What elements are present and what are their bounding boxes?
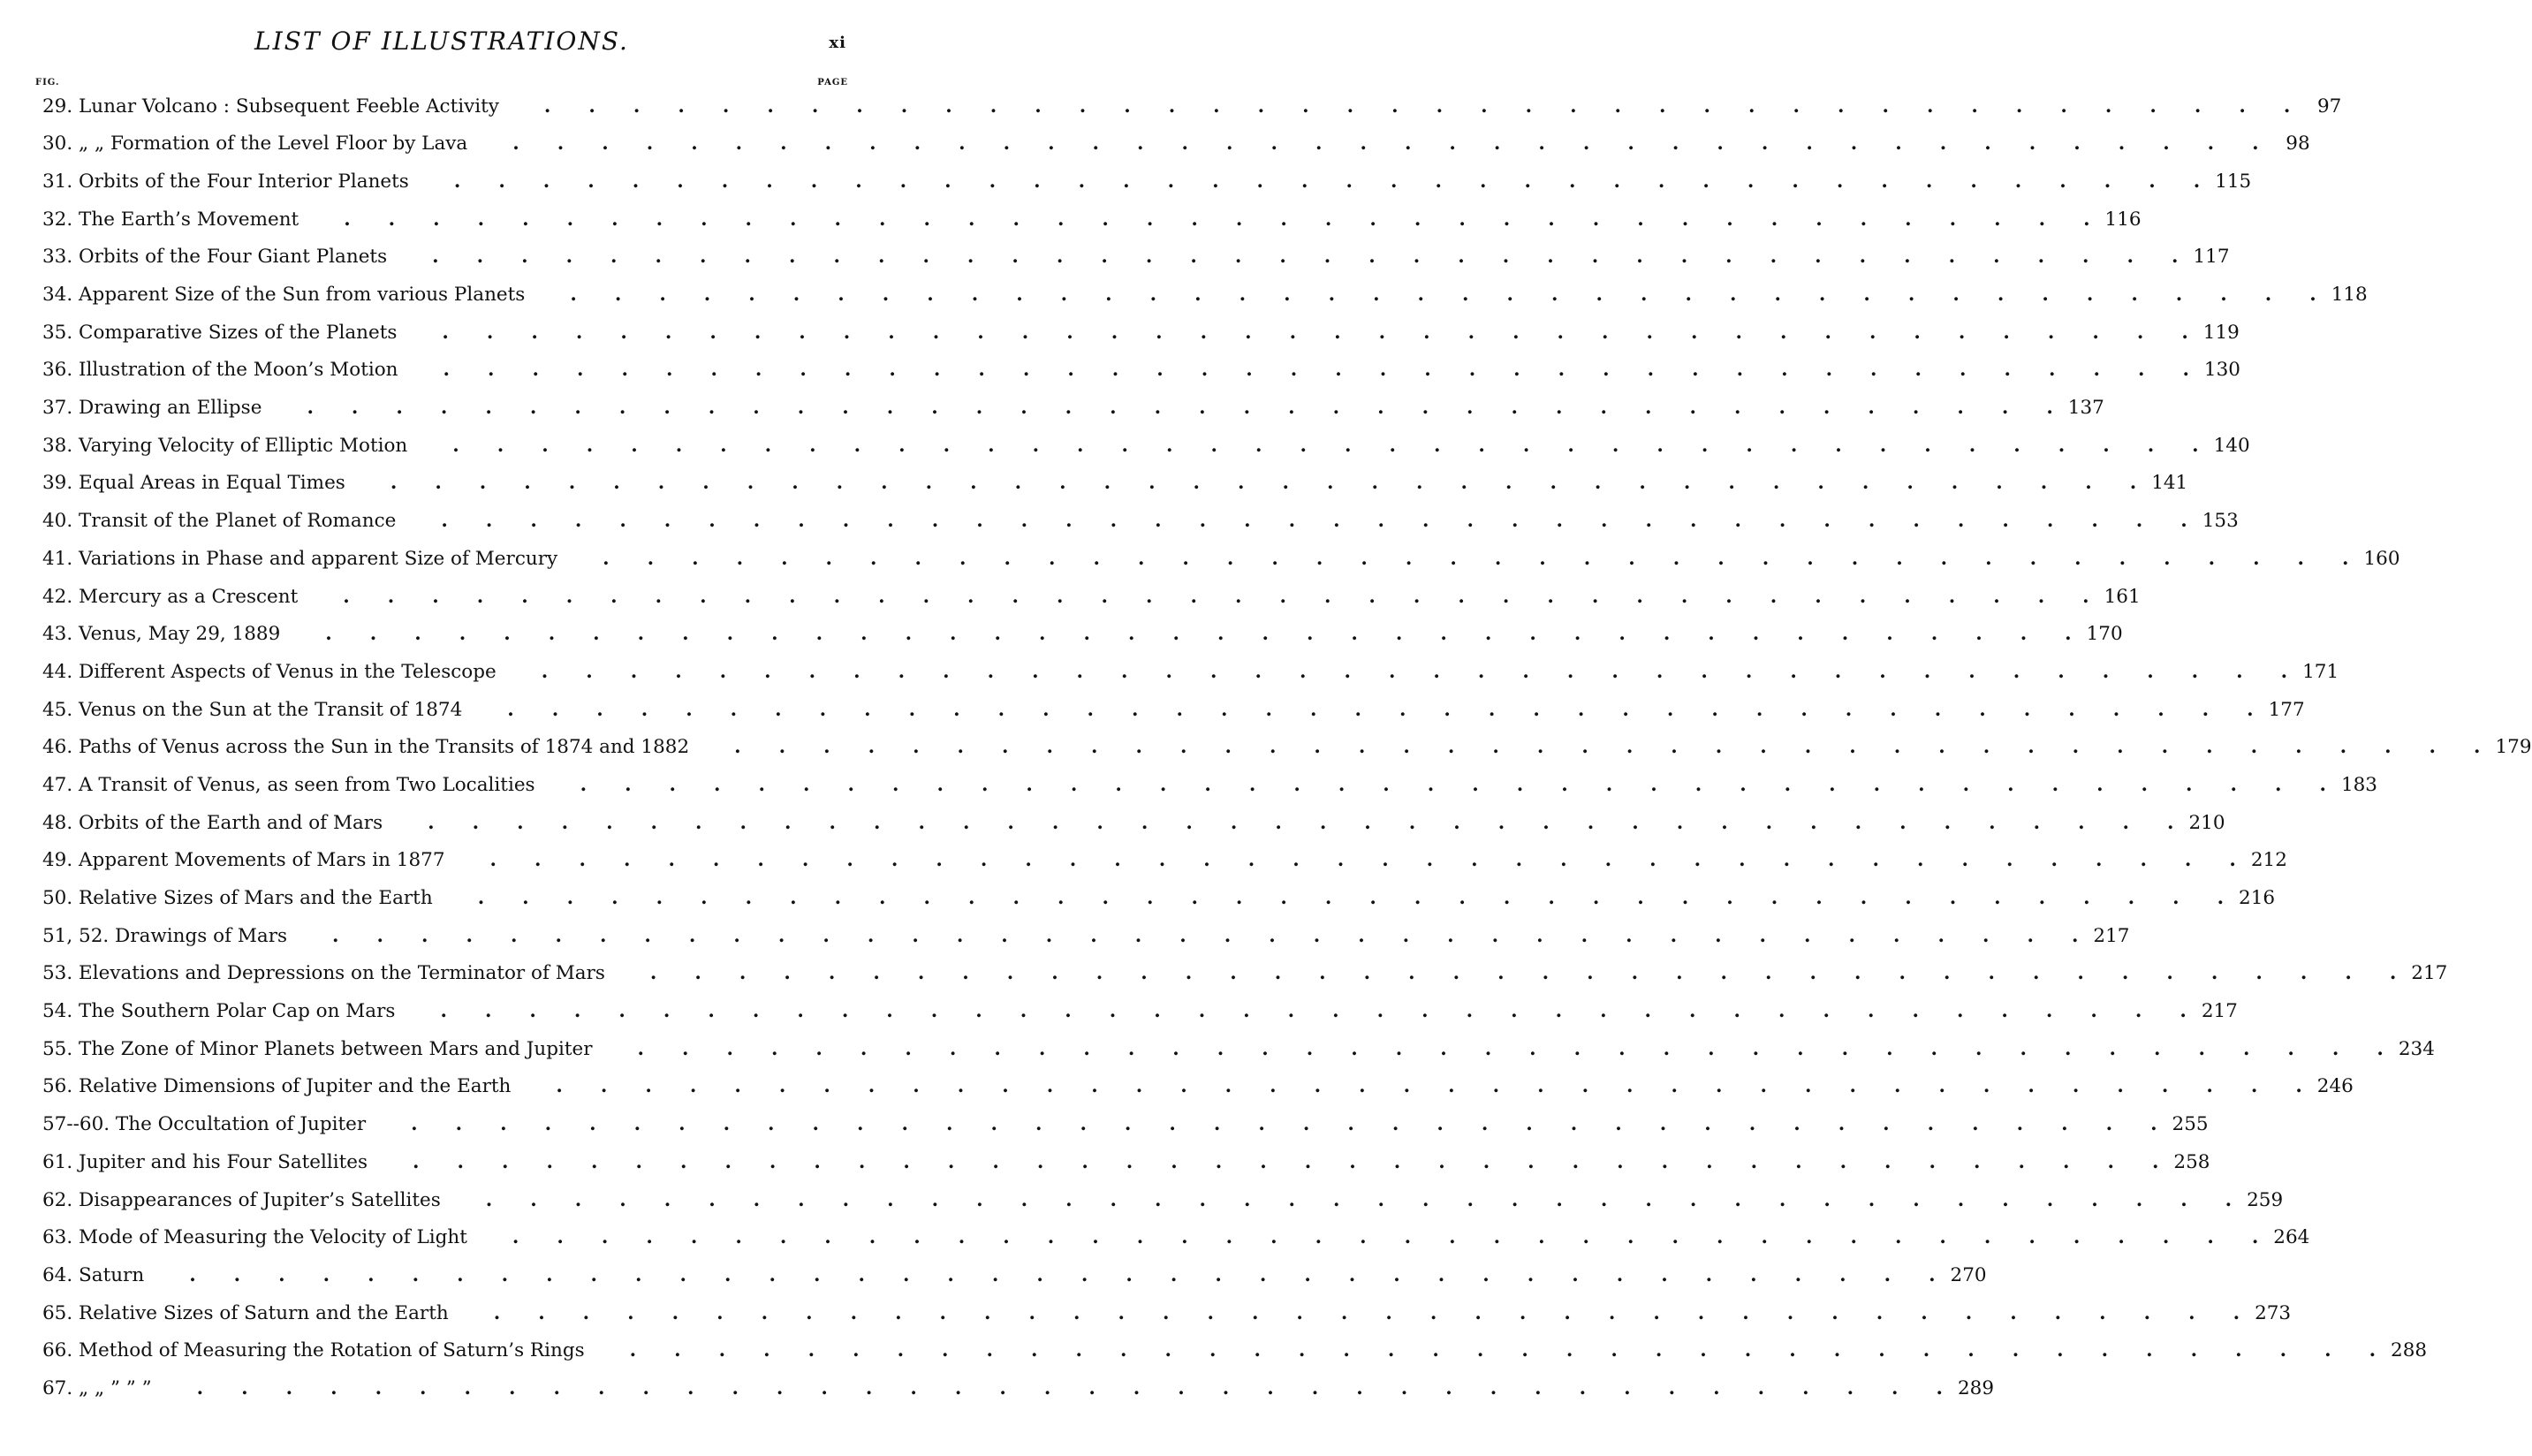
list-item [42,465,2188,503]
entry-title: 46. Paths of Venus across the Sun in the Transits of 1874 and 1882 [42,736,690,759]
entry-title: 34. Apparent Size of the Sun from various Planets [42,284,526,307]
list-item [42,616,2123,654]
entry-page-number: 137 [2067,397,2104,420]
dot-leader: . . . . . . . . . . . . . . . . . . . . . . . . . . . . . . . . . . . . . . . . [404,321,2188,344]
dot-leader: . . . . . . . . . . . . . . . . . . . . . . . . . . . . . . . . . . . . . . . . [455,1301,2240,1324]
entry-page-number: 116 [2104,208,2142,231]
list-item [42,1030,2435,1068]
dot-leader: . . . . . . . . . . . . . . . . . . . . . . . . . . . . . . . . . . . . . . . . [591,1339,2377,1362]
dot-leader: . . . . . . . . . . . . . . . . . . . . . . . . . . . . . . . . . . . . . . . . [287,623,2072,646]
dot-leader: . . . . . . . . . . . . . . . . . . . . . . . . . . . . . . . . . . . . . . . . [390,811,2174,834]
entry-title: 30. „ „ Formation of the Level Floor by Lava [42,133,468,155]
dot-leader: . . . . . . . . . . . . . . . . . . . . . . . . . . . . . . . . . . . . . . . . [611,962,2397,985]
list-item [42,201,2142,239]
page-column-label: PAGE [817,78,848,87]
dot-leader: . . . . . . . . . . . . . . . . . . . . . . . . . . . . . . . . . . . . . . . . [518,1075,2302,1098]
entry-title: 55. The Zone of Minor Planets between Mars and Jupiter [42,1037,593,1060]
dot-leader: . . . . . . . . . . . . . . . . . . . . . . . . . . . . . . . . . . . . . . . . [375,1150,2159,1173]
list-item [42,163,2252,201]
list-item [42,842,2287,880]
entry-title: 67. „ „ ” ” ” [42,1376,152,1399]
list-item [42,125,2310,163]
list-item [42,766,2377,804]
dot-leader: . . . . . . . . . . . . . . . . . . . . . . . . . . . . . . . . . . . . . . . . [696,736,2481,759]
entry-title: 35. Comparative Sizes of the Planets [42,321,398,344]
illustration-list [42,87,2532,1407]
entry-title: 64. Saturn [42,1263,145,1286]
dot-leader: . . . . . . . . . . . . . . . . . . . . . . . . . . . . . . . . . . . . . . . . [451,849,2236,872]
list-item [42,1294,2292,1332]
entry-title: 45. Venus on the Sun at the Transit of 1874 [42,698,463,721]
entry-title: 43. Venus, May 29, 1889 [42,623,281,646]
dot-leader: . . . . . . . . . . . . . . . . . . . . . . . . . . . . . . . . . . . . . . . . [599,1037,2384,1060]
list-item [42,427,2250,465]
entry-title: 37. Drawing an Ellipse [42,397,262,420]
entry-page-number: 288 [2391,1339,2428,1362]
entry-page-number: 217 [2201,1000,2238,1023]
dot-leader: . . . . . . . . . . . . . . . . . . . . . . . . . . . . . . . . . . . . . . . . [414,434,2199,457]
entry-page-number: 179 [2495,736,2532,759]
list-item [42,879,2276,917]
list-item [42,917,2130,955]
list-item [42,804,2225,842]
list-item [42,729,2532,767]
entry-title: 39. Equal Areas in Equal Times [42,472,345,495]
dot-leader: . . . . . . . . . . . . . . . . . . . . . . . . . . . . . . . . . . . . . . . . [415,170,2201,193]
entry-page-number: 255 [2172,1113,2209,1136]
list-item [42,691,2305,729]
entry-page-number: 117 [2193,246,2230,269]
page-title: LIST OF ILLUSTRATIONS. [254,27,629,56]
list-item [42,578,2141,616]
entry-title: 41. Variations in Phase and apparent Size of Mercury [42,547,558,570]
entry-title: 47. A Transit of Venus, as seen from Two Localities [42,773,535,796]
entry-title: 62. Disappearances of Jupiter’s Satellites [42,1188,441,1211]
dot-leader: . . . . . . . . . . . . . . . . . . . . . . . . . . . . . . . . . . . . . . . . [439,887,2225,910]
entry-page-number: 118 [2331,284,2368,307]
entry-page-number: 183 [2340,773,2377,796]
entry-title: 49. Apparent Movements of Mars in 1877 [42,849,445,872]
entry-page-number: 217 [2093,924,2130,947]
entry-page-number: 140 [2213,434,2250,457]
fig-column-label: FIG. [35,78,60,87]
page-number: xi [829,34,846,52]
page-header [0,27,883,62]
entry-page-number: 210 [2188,811,2225,834]
entry-title: 63. Mode of Measuring the Velocity of Light [42,1226,467,1249]
entry-page-number: 171 [2302,660,2339,683]
entry-page-number: 153 [2202,510,2239,533]
entry-page-number: 246 [2316,1075,2354,1098]
dot-leader: . . . . . . . . . . . . . . . . . . . . . . . . . . . . . . . . . . . . . . . . [469,698,2254,721]
entry-page-number: 119 [2202,321,2240,344]
list-item [42,540,2400,578]
list-item [42,1068,2354,1106]
entry-title: 44. Different Aspects of Venus in the Telescope [42,660,497,683]
list-item [42,314,2240,352]
entry-title: 53. Elevations and Depressions on the Terminator of Mars [42,962,605,985]
entry-page-number: 289 [1957,1376,1995,1399]
entry-title: 48. Orbits of the Earth and of Mars [42,811,383,834]
entry-page-number: 170 [2086,623,2123,646]
dot-leader: . . . . . . . . . . . . . . . . . . . . . . . . . . . . . . . . . . . . . . . . [294,924,2079,947]
entry-page-number: 98 [2286,133,2310,155]
dot-leader: . . . . . . . . . . . . . . . . . . . . . . . . . . . . . . . . . . . . . . . . [532,284,2316,307]
list-item [42,239,2230,277]
list-item [42,1332,2428,1370]
dot-leader: . . . . . . . . . . . . . . . . . . . . . . . . . . . . . . . . . . . . . . . . [474,1226,2259,1249]
dot-leader: . . . . . . . . . . . . . . . . . . . . . . . . . . . . . . . . . . . . . . . . [373,1113,2157,1136]
entry-page-number: 270 [1950,1263,1987,1286]
entry-page-number: 161 [2104,585,2141,608]
entry-page-number: 141 [2151,472,2188,495]
entry-page-number: 217 [2411,962,2448,985]
list-item [42,352,2240,390]
dot-leader: . . . . . . . . . . . . . . . . . . . . . . . . . . . . . . . . . . . . . . . . [305,585,2089,608]
dot-leader: . . . . . . . . . . . . . . . . . . . . . . . . . . . . . . . . . . . . . . . . [352,472,2137,495]
list-item [42,390,2104,428]
dot-leader: . . . . . . . . . . . . . . . . . . . . . . . . . . . . . . . . . . . . . . . . [505,95,2291,118]
entry-title: 54. The Southern Polar Cap on Mars [42,1000,396,1023]
dot-leader: . . . . . . . . . . . . . . . . . . . . . . . . . . . . . . . . . . . . . . . . [403,510,2187,533]
dot-leader: . . . . . . . . . . . . . . . . . . . . . . . . . . . . . . . . . . . . . . . . [474,133,2259,155]
dot-leader: . . . . . . . . . . . . . . . . . . . . . . . . . . . . . . . . . . . . . . . . [503,660,2288,683]
list-item [42,276,2368,314]
entry-title: 56. Relative Dimensions of Jupiter and the Earth [42,1075,512,1098]
entry-page-number: 259 [2247,1188,2284,1211]
list-item [42,503,2239,541]
list-item [42,1219,2310,1257]
entry-title: 61. Jupiter and his Four Satellites [42,1150,368,1173]
list-item [42,993,2238,1031]
entry-title: 36. Illustration of the Moon’s Motion [42,359,398,382]
entry-page-number: 97 [2316,95,2342,118]
dot-leader: . . . . . . . . . . . . . . . . . . . . . . . . . . . . . . . . . . . . . . . . [542,773,2326,796]
entry-page-number: 264 [2273,1226,2310,1249]
entry-title: 38. Varying Velocity of Elliptic Motion [42,434,408,457]
dot-leader: . . . . . . . . . . . . . . . . . . . . . . . . . . . . . . . . . . . . . . . . [405,359,2189,382]
dot-leader: . . . . . . . . . . . . . . . . . . . . . . . . . . . . . . . . . . . . . . . . [402,1000,2187,1023]
entry-page-number: 212 [2250,849,2287,872]
entry-page-number: 115 [2215,170,2252,193]
entry-title: 57--60. The Occultation of Jupiter [42,1113,367,1136]
entry-page-number: 130 [2203,359,2240,382]
dot-leader: . . . . . . . . . . . . . . . . . . . . . . . . . . . . . . . . . . . . . . . . [394,246,2179,269]
entry-page-number: 216 [2239,887,2276,910]
entry-title: 40. Transit of the Planet of Romance [42,510,397,533]
entry-title: 33. Orbits of the Four Giant Planets [42,246,388,269]
entry-page-number: 273 [2255,1301,2292,1324]
entry-page-number: 258 [2173,1150,2210,1173]
dot-leader: . . . . . . . . . . . . . . . . . . . . . . . . . . . . . . . . . . . . . . . . [269,397,2053,420]
entry-page-number: 160 [2363,547,2400,570]
dot-leader: . . . . . . . . . . . . . . . . . . . . . . . . . . . . . . . . . . . . . . . . [306,208,2090,231]
entry-title: 65. Relative Sizes of Saturn and the Earth [42,1301,449,1324]
dot-leader: . . . . . . . . . . . . . . . . . . . . . . . . . . . . . . . . . . . . . . . . [447,1188,2233,1211]
list-item [42,955,2448,993]
list-item [42,87,2342,125]
list-item [42,1181,2284,1219]
entry-title: 32. The Earth’s Movement [42,208,299,231]
entry-page-number: 234 [2398,1037,2435,1060]
entry-title: 42. Mercury as a Crescent [42,585,299,608]
entry-title: 29. Lunar Volcano : Subsequent Feeble Activity [42,95,499,118]
list-item [42,1369,1995,1407]
list-item [42,1143,2210,1181]
list-item [42,1106,2209,1144]
dot-leader: . . . . . . . . . . . . . . . . . . . . . . . . . . . . . . . . . . . . . . . . [565,547,2349,570]
dot-leader: . . . . . . . . . . . . . . . . . . . . . . . . . . . . . . . . . . . . . . . . [151,1263,1936,1286]
list-item [42,1256,1987,1294]
entry-title: 51, 52. Drawings of Mars [42,924,288,947]
entry-title: 66. Method of Measuring the Rotation of Saturn’s Rings [42,1339,585,1362]
list-item [42,653,2339,691]
entry-page-number: 177 [2268,698,2305,721]
entry-title: 31. Orbits of the Four Interior Planets [42,170,409,193]
entry-title: 50. Relative Sizes of Mars and the Earth [42,887,433,910]
dot-leader: . . . . . . . . . . . . . . . . . . . . . . . . . . . . . . . . . . . . . . . . [158,1376,1944,1399]
